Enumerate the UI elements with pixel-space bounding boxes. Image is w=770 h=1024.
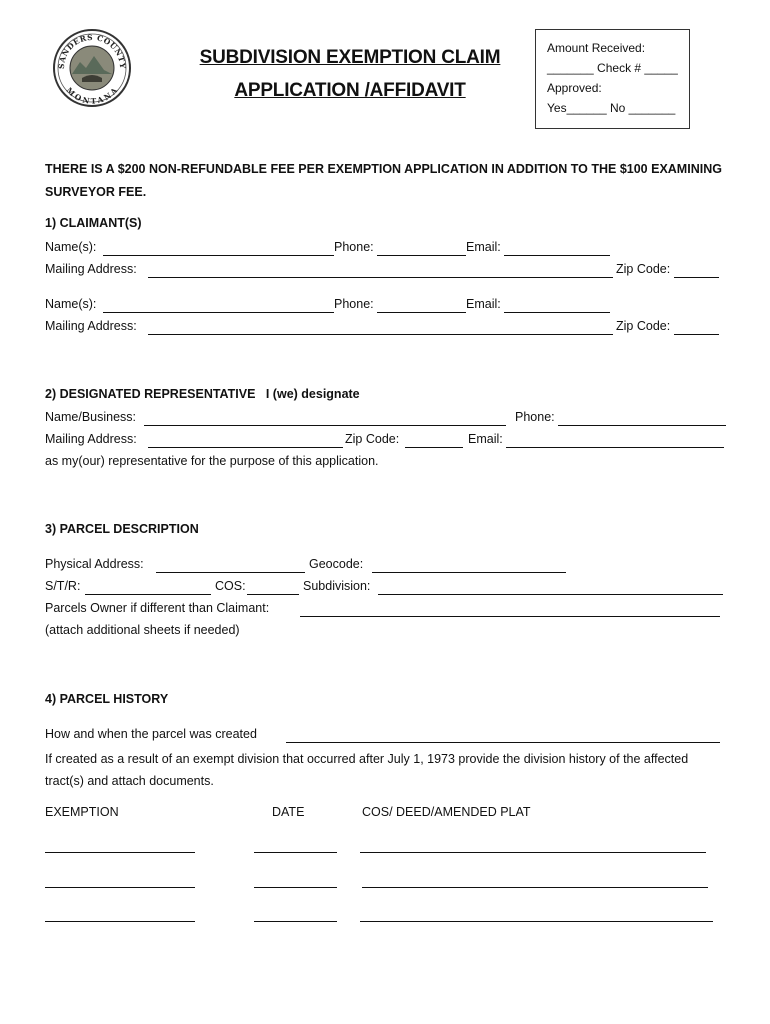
parcel-description-heading: 3) PARCEL DESCRIPTION (45, 522, 199, 536)
date-column-header: DATE (272, 805, 305, 819)
str-label: S/T/R: (45, 579, 81, 593)
seal-bottom-text: MONTANA (64, 85, 120, 106)
approved-label: Approved: (547, 81, 602, 95)
form-title-line2: APPLICATION /AFFIDAVIT (234, 80, 466, 101)
str-row (45, 579, 730, 597)
history-3-exemption-field[interactable] (45, 921, 195, 922)
name-label: Name(s): (45, 240, 97, 254)
claimant-2-zip-field[interactable] (674, 334, 719, 335)
phone-label: Phone: (334, 297, 374, 311)
claimant-2-email-field[interactable] (504, 312, 610, 313)
subdivision-field[interactable] (378, 594, 723, 595)
name-business-label: Name/Business: (45, 410, 137, 424)
parcel-created-field[interactable] (286, 742, 720, 743)
parcel-owner-field[interactable] (300, 616, 720, 617)
geocode-field[interactable] (372, 572, 566, 573)
cos-label: COS: (215, 579, 246, 593)
county-seal (52, 28, 132, 108)
str-field[interactable] (85, 594, 211, 595)
history-3-date-field[interactable] (254, 921, 337, 922)
cos-deed-column-header: COS/ DEED/AMENDED PLAT (362, 805, 531, 819)
physical-address-field[interactable] (156, 572, 305, 573)
claimant-2-mailing-field[interactable] (148, 334, 613, 335)
history-1-cos-field[interactable] (360, 852, 706, 853)
parcel-created-row (45, 727, 725, 745)
form-title-line1: SUBDIVISION EXEMPTION CLAIM (199, 47, 501, 68)
claimant-1-email-field[interactable] (504, 255, 610, 256)
mailing-address-label: Mailing Address: (45, 262, 137, 276)
history-3-cos-field[interactable] (360, 921, 713, 922)
representative-mailing-field[interactable] (148, 447, 343, 448)
representative-phone-field[interactable] (558, 425, 726, 426)
zip-code-label: Zip Code: (616, 262, 671, 276)
claimants-heading: 1) CLAIMANT(S) (45, 216, 142, 230)
representative-mailing-row (45, 432, 730, 450)
physical-address-label: Physical Address: (45, 557, 144, 571)
claimant-1-mailing-row (45, 262, 725, 280)
cos-field[interactable] (247, 594, 299, 595)
yes-no-line: Yes______ No _______ (547, 101, 676, 115)
history-1-date-field[interactable] (254, 852, 337, 853)
attach-sheets-note: (attach additional sheets if needed) (45, 623, 240, 637)
representative-heading: 2) DESIGNATED REPRESENTATIVE I (we) designate (45, 387, 360, 401)
mailing-address-label: Mailing Address: (45, 319, 137, 333)
mailing-address-label: Mailing Address: (45, 432, 137, 446)
office-use-box (535, 29, 690, 129)
claimant-1-phone-field[interactable] (377, 255, 466, 256)
amount-received-label: Amount Received: (547, 41, 646, 55)
parcel-owner-row (45, 601, 725, 619)
history-2-exemption-field[interactable] (45, 887, 195, 888)
subdivision-label: Subdivision: (303, 579, 371, 593)
history-2-cos-field[interactable] (362, 887, 708, 888)
seal-top-text: SANDERS COUNTY (56, 32, 128, 70)
parcel-created-label: How and when the parcel was created (45, 727, 257, 741)
division-history-instructions: If created as a result of an exempt division that occurred after July 1, 1973 provide the division history of the affected tract(s) and attach documents. (45, 752, 689, 788)
geocode-label: Geocode: (309, 557, 364, 571)
claimant-1-zip-field[interactable] (674, 277, 719, 278)
representative-name-row (45, 410, 730, 428)
claimant-1-name-row (45, 240, 725, 258)
email-label: Email: (466, 297, 501, 311)
claimant-1-mailing-field[interactable] (148, 277, 613, 278)
name-label: Name(s): (45, 297, 97, 311)
claimant-2-mailing-row (45, 319, 725, 337)
check-number-line: _______ Check # _____ (547, 61, 678, 75)
history-2-date-field[interactable] (254, 887, 337, 888)
claimant-2-name-field[interactable] (103, 312, 334, 313)
physical-address-row (45, 557, 725, 575)
exemption-column-header: EXEMPTION (45, 805, 119, 819)
representative-name-field[interactable] (144, 425, 506, 426)
parcel-history-heading: 4) PARCEL HISTORY (45, 692, 169, 706)
history-1-exemption-field[interactable] (45, 852, 195, 853)
parcel-owner-label: Parcels Owner if different than Claimant: (45, 601, 270, 615)
claimant-1-name-field[interactable] (103, 255, 334, 256)
claimant-2-phone-field[interactable] (377, 312, 466, 313)
fee-notice: THERE IS A $200 NON-REFUNDABLE FEE PER EXEMPTION APPLICATION IN ADDITION TO THE $100 EXAMINING SURVEYOR FEE. (45, 162, 722, 199)
claimant-2-name-row (45, 297, 725, 315)
email-label: Email: (466, 240, 501, 254)
representative-zip-field[interactable] (405, 447, 463, 448)
representative-purpose-text: as my(our) representative for the purpose of this application. (45, 454, 379, 468)
email-label: Email: (468, 432, 503, 446)
zip-code-label: Zip Code: (616, 319, 671, 333)
phone-label: Phone: (515, 410, 555, 424)
zip-code-label: Zip Code: (345, 432, 400, 446)
representative-email-field[interactable] (506, 447, 724, 448)
phone-label: Phone: (334, 240, 374, 254)
